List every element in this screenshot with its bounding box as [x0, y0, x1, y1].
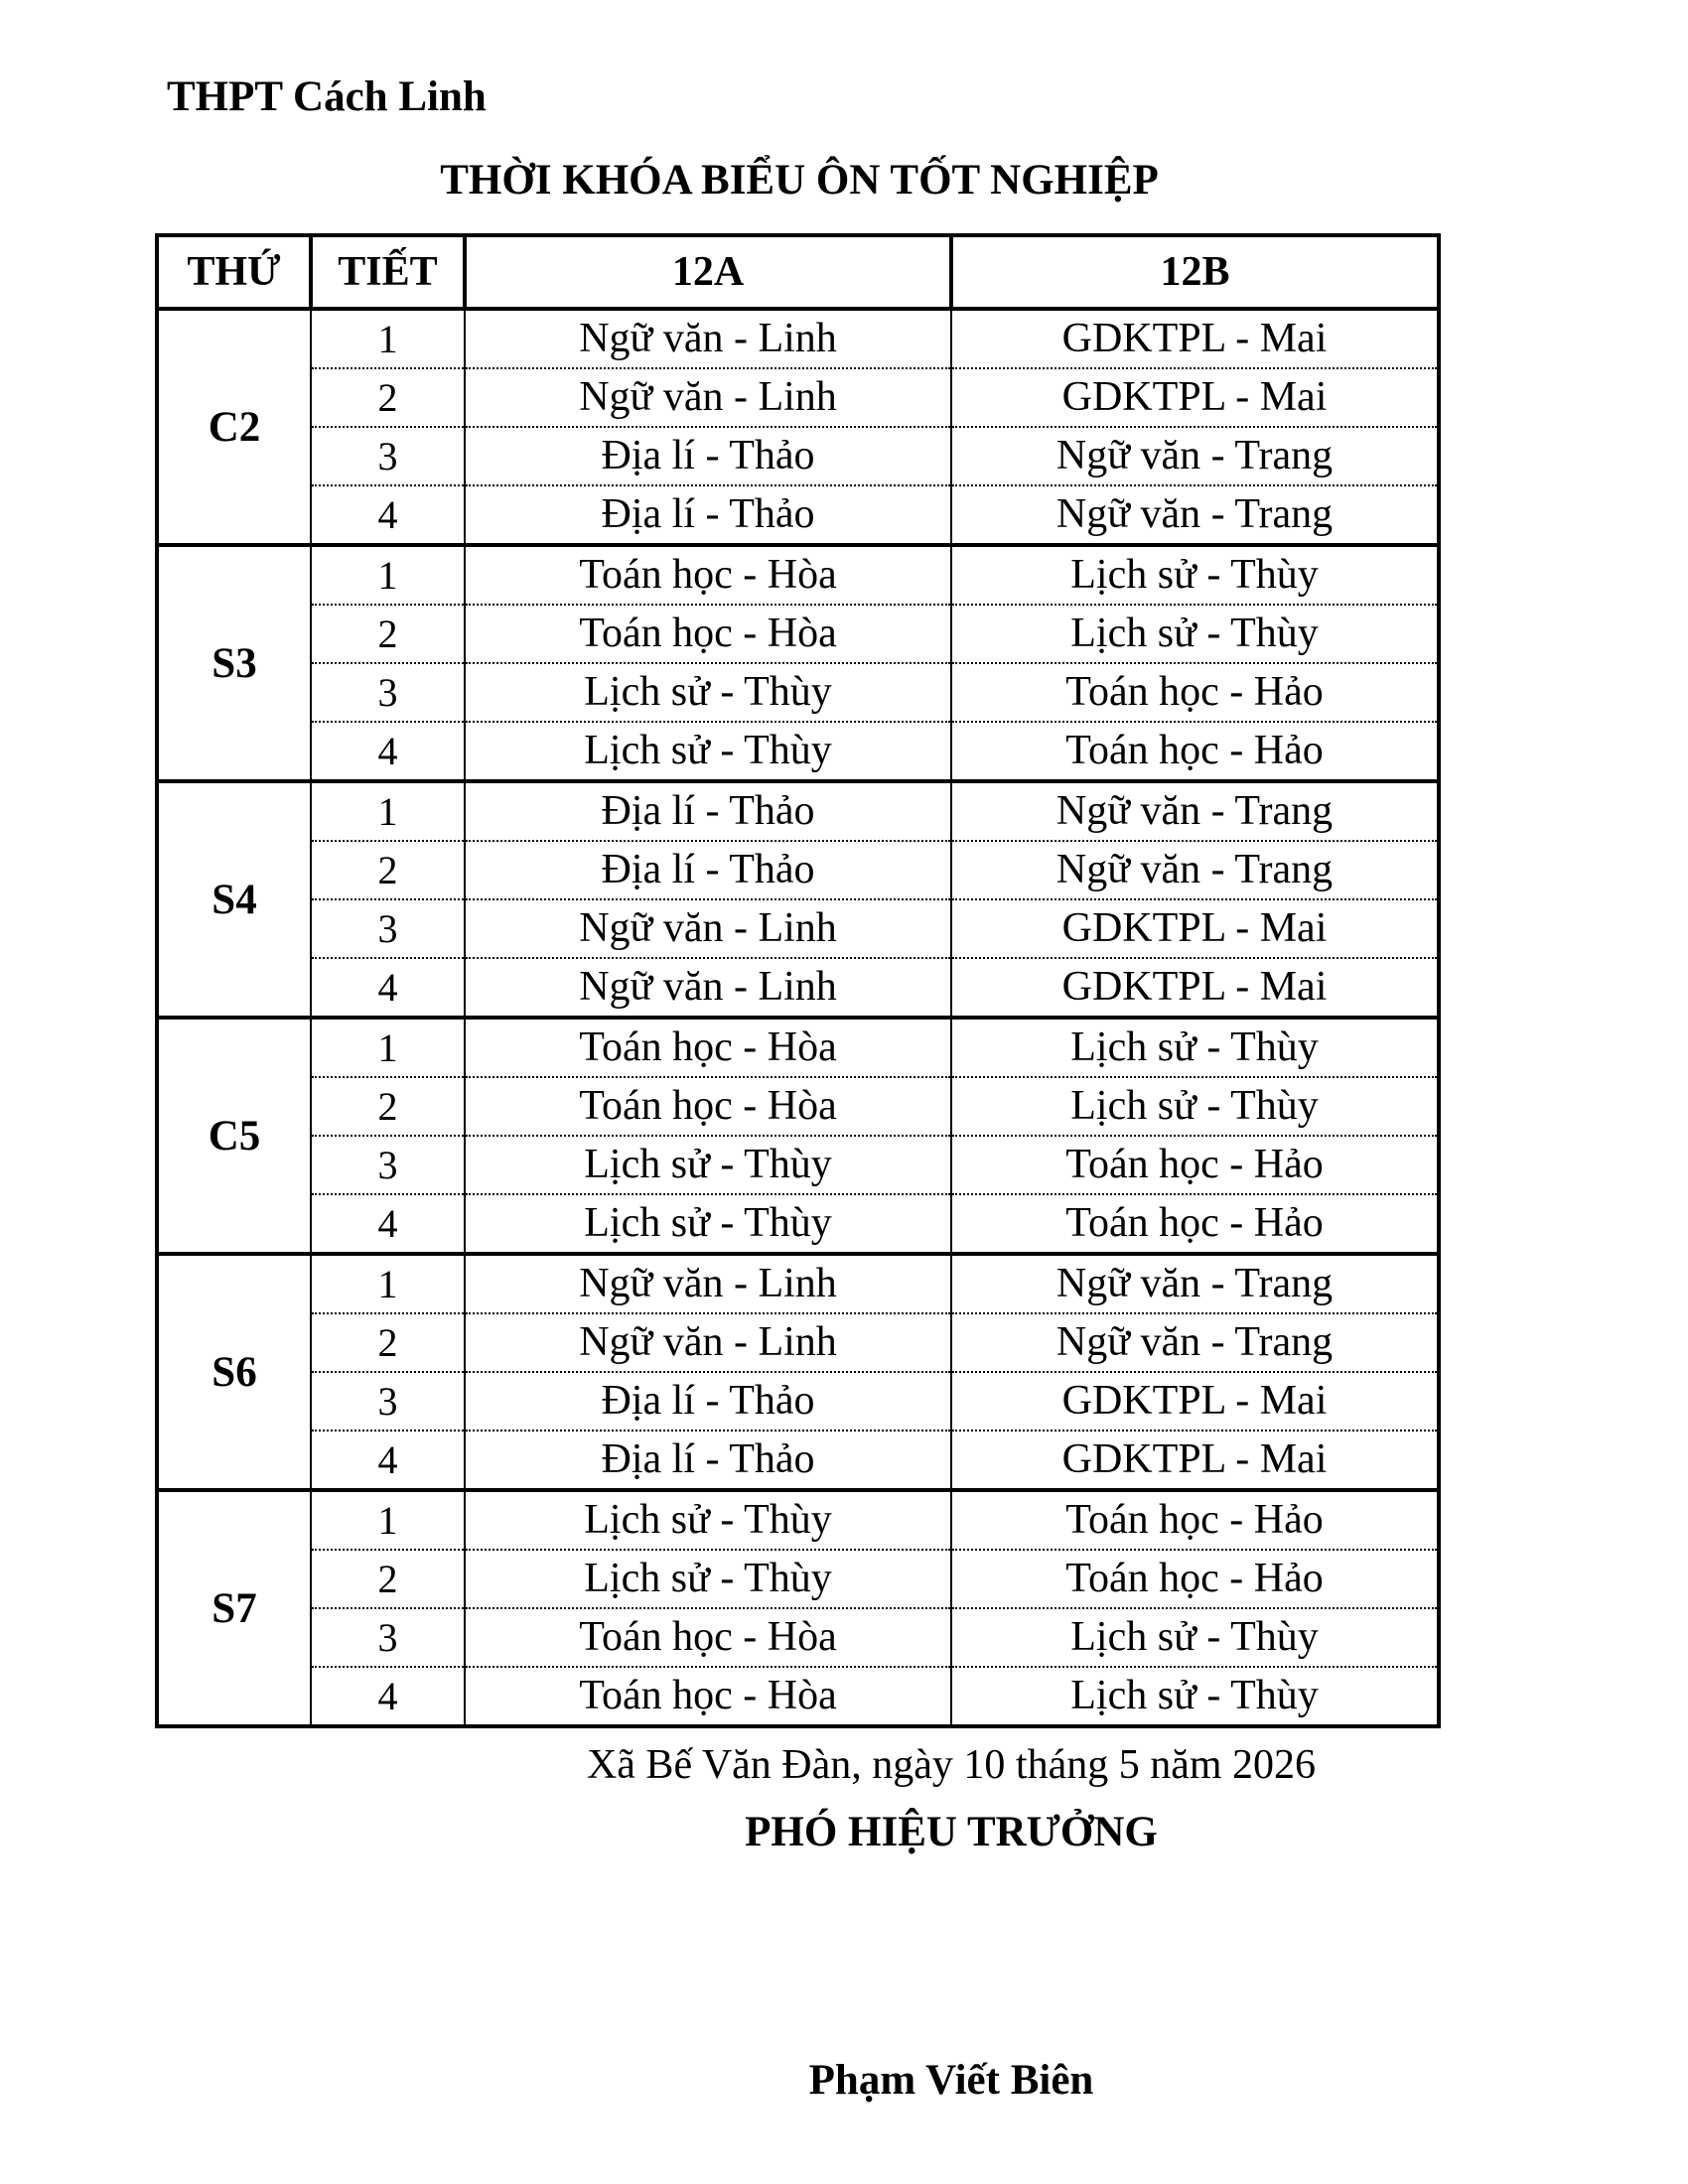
class-12b-cell: GDKTPL - Mai [951, 309, 1439, 368]
class-12a-cell: Toán học - Hòa [465, 1018, 951, 1077]
class-12b-cell: Lịch sử - Thùy [951, 545, 1439, 605]
table-row [157, 663, 1439, 722]
table-row [157, 1136, 1439, 1194]
class-12b-cell: GDKTPL - Mai [951, 1372, 1439, 1431]
period-cell: 2 [311, 841, 465, 899]
class-12b-cell: Ngữ văn - Trang [951, 427, 1439, 485]
period-cell: 2 [311, 1313, 465, 1372]
class-12a-cell: Địa lí - Thảo [465, 1372, 951, 1431]
page-title: THỜI KHÓA BIỂU ÔN TỐT NGHIỆP [440, 157, 1159, 204]
day-cell: S4 [157, 781, 311, 1018]
class-12b-cell: Ngữ văn - Trang [951, 1313, 1439, 1372]
class-12b-cell: Ngữ văn - Trang [951, 841, 1439, 899]
table-row [157, 309, 1439, 368]
table-row [157, 1254, 1439, 1313]
day-cell: C2 [157, 309, 311, 545]
table-row [157, 958, 1439, 1018]
class-12b-cell: Lịch sử - Thùy [951, 605, 1439, 663]
period-cell: 2 [311, 1550, 465, 1608]
class-12a-cell: Ngữ văn - Linh [465, 1313, 951, 1372]
period-cell: 1 [311, 545, 465, 605]
period-cell: 4 [311, 485, 465, 545]
class-12b-cell: Toán học - Hảo [951, 722, 1439, 781]
class-12a-cell: Địa lí - Thảo [465, 841, 951, 899]
period-cell: 4 [311, 1667, 465, 1726]
period-cell: 4 [311, 722, 465, 781]
table-row [157, 1550, 1439, 1608]
table-row [157, 841, 1439, 899]
class-12b-cell: Lịch sử - Thùy [951, 1667, 1439, 1726]
class-12a-cell: Toán học - Hòa [465, 1667, 951, 1726]
table-row [157, 1608, 1439, 1667]
period-cell: 1 [311, 781, 465, 841]
period-cell: 3 [311, 1608, 465, 1667]
table-row [157, 1431, 1439, 1490]
class-12b-cell: Lịch sử - Thùy [951, 1608, 1439, 1667]
period-cell: 1 [311, 1254, 465, 1313]
class-12a-cell: Lịch sử - Thùy [465, 722, 951, 781]
class-12a-cell: Địa lí - Thảo [465, 427, 951, 485]
column-header-period: TIẾT [311, 235, 465, 309]
table-row [157, 1194, 1439, 1254]
table-row [157, 368, 1439, 427]
class-12b-cell: Toán học - Hảo [951, 1136, 1439, 1194]
period-cell: 4 [311, 1431, 465, 1490]
class-12b-cell: Ngữ văn - Trang [951, 781, 1439, 841]
table-row [157, 605, 1439, 663]
class-12a-cell: Lịch sử - Thùy [465, 1194, 951, 1254]
class-12a-cell: Toán học - Hòa [465, 1608, 951, 1667]
class-12a-cell: Lịch sử - Thùy [465, 1490, 951, 1550]
class-12b-cell: Toán học - Hảo [951, 1194, 1439, 1254]
period-cell: 4 [311, 958, 465, 1018]
day-cell: S3 [157, 545, 311, 781]
table-row [157, 899, 1439, 958]
table-row [157, 781, 1439, 841]
schedule-body [157, 309, 1439, 1726]
day-cell: C5 [157, 1018, 311, 1254]
class-12a-cell: Lịch sử - Thùy [465, 1550, 951, 1608]
class-12b-cell: Ngữ văn - Trang [951, 485, 1439, 545]
class-12b-cell: GDKTPL - Mai [951, 1431, 1439, 1490]
class-12a-cell: Địa lí - Thảo [465, 1431, 951, 1490]
class-12b-cell: GDKTPL - Mai [951, 958, 1439, 1018]
table-row [157, 722, 1439, 781]
schedule-table [155, 233, 1441, 1728]
table-row [157, 485, 1439, 545]
class-12a-cell: Ngữ văn - Linh [465, 958, 951, 1018]
table-row [157, 427, 1439, 485]
day-cell: S6 [157, 1254, 311, 1490]
table-row [157, 1077, 1439, 1136]
school-name: THPT Cách Linh [167, 73, 487, 120]
class-12a-cell: Lịch sử - Thùy [465, 663, 951, 722]
table-row [157, 1490, 1439, 1550]
class-12b-cell: Toán học - Hảo [951, 1490, 1439, 1550]
class-12b-cell: Lịch sử - Thùy [951, 1018, 1439, 1077]
date-line: Xã Bế Văn Đàn, ngày 10 tháng 5 năm 2026 [586, 1742, 1317, 1788]
table-row [157, 1372, 1439, 1431]
period-cell: 3 [311, 1372, 465, 1431]
class-12b-cell: Toán học - Hảo [951, 663, 1439, 722]
class-12a-cell: Ngữ văn - Linh [465, 899, 951, 958]
period-cell: 3 [311, 663, 465, 722]
table-row [157, 545, 1439, 605]
period-cell: 3 [311, 1136, 465, 1194]
signer-name: Phạm Viết Biên [808, 2057, 1094, 2104]
period-cell: 3 [311, 899, 465, 958]
period-cell: 2 [311, 1077, 465, 1136]
class-12a-cell: Địa lí - Thảo [465, 781, 951, 841]
class-12a-cell: Ngữ văn - Linh [465, 1254, 951, 1313]
period-cell: 2 [311, 605, 465, 663]
class-12a-cell: Địa lí - Thảo [465, 485, 951, 545]
class-12a-cell: Lịch sử - Thùy [465, 1136, 951, 1194]
table-row [157, 1018, 1439, 1077]
class-12b-cell: GDKTPL - Mai [951, 368, 1439, 427]
class-12a-cell: Ngữ văn - Linh [465, 368, 951, 427]
column-header-day: THỨ [157, 235, 311, 309]
period-cell: 1 [311, 309, 465, 368]
class-12b-cell: Lịch sử - Thùy [951, 1077, 1439, 1136]
period-cell: 3 [311, 427, 465, 485]
class-12a-cell: Toán học - Hòa [465, 1077, 951, 1136]
class-12a-cell: Toán học - Hòa [465, 545, 951, 605]
period-cell: 4 [311, 1194, 465, 1254]
period-cell: 2 [311, 368, 465, 427]
period-cell: 1 [311, 1490, 465, 1550]
class-12a-cell: Ngữ văn - Linh [465, 309, 951, 368]
class-12b-cell: GDKTPL - Mai [951, 899, 1439, 958]
column-header-12a: 12A [465, 235, 951, 309]
table-row [157, 1667, 1439, 1726]
class-12b-cell: Toán học - Hảo [951, 1550, 1439, 1608]
period-cell: 1 [311, 1018, 465, 1077]
class-12a-cell: Toán học - Hòa [465, 605, 951, 663]
signer-role: PHÓ HIỆU TRƯỞNG [745, 1809, 1158, 1855]
table-header-row [157, 235, 1439, 309]
class-12b-cell: Ngữ văn - Trang [951, 1254, 1439, 1313]
table-row [157, 1313, 1439, 1372]
column-header-12b: 12B [951, 235, 1439, 309]
day-cell: S7 [157, 1490, 311, 1726]
